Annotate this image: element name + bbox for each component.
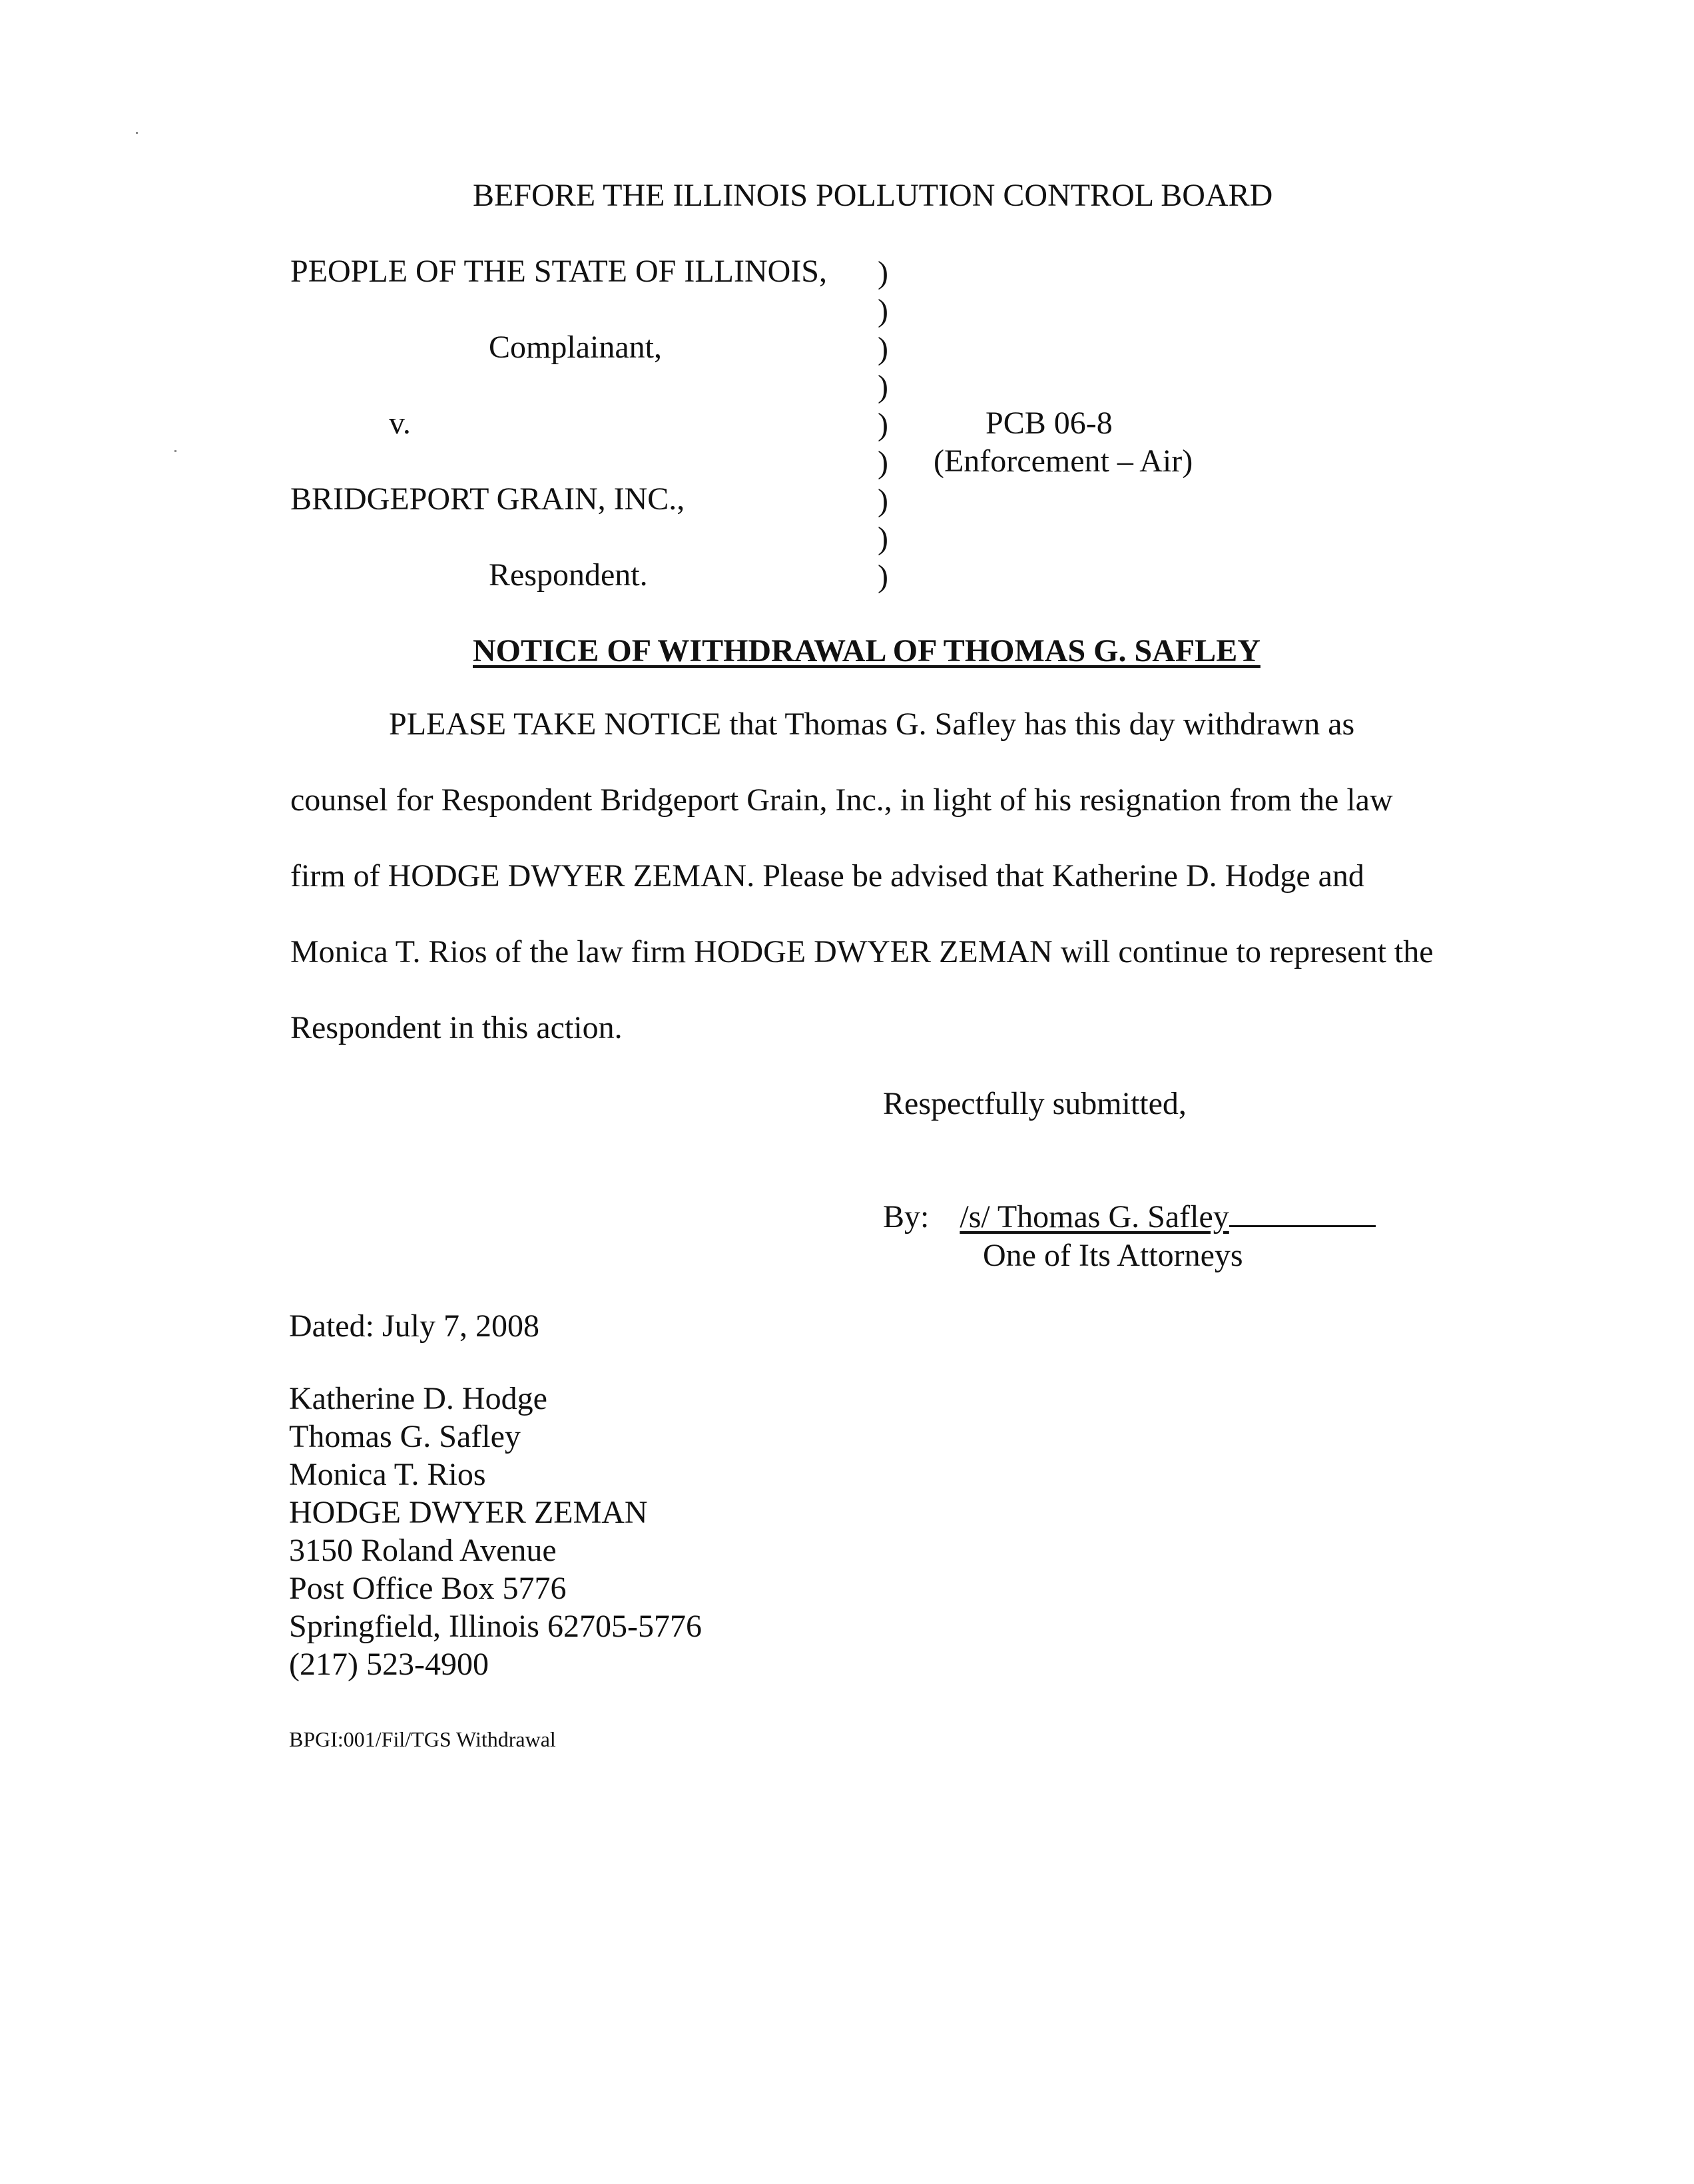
signer-title: One of Its Attorneys: [983, 1238, 1243, 1273]
complainant-name: PEOPLE OF THE STATE OF ILLINOIS,: [290, 254, 827, 289]
case-type: (Enforcement – Air): [934, 443, 1193, 479]
address-line: HODGE DWYER ZEMAN: [289, 1495, 648, 1530]
complainant-role: Complainant,: [489, 330, 662, 365]
caption-parenthesis: ): [878, 255, 888, 290]
notice-line-5: Respondent in this action.: [290, 1010, 623, 1045]
address-line: 3150 Roland Avenue: [289, 1533, 557, 1568]
scan-speck: [174, 450, 176, 452]
notice-line-3: firm of HODGE DWYER ZEMAN. Please be advised that Katherine D. Hodge and: [290, 858, 1364, 894]
versus: v.: [389, 406, 411, 441]
respondent-name: BRIDGEPORT GRAIN, INC.,: [290, 481, 685, 517]
signature-line: [883, 1199, 1376, 1235]
caption-parenthesis: ): [878, 407, 888, 442]
address-line: (217) 523-4900: [289, 1647, 489, 1682]
address-line: Post Office Box 5776: [289, 1571, 567, 1606]
address-block: [289, 1380, 702, 1683]
respondent-role: Respondent.: [489, 557, 648, 593]
caption-parenthesis: ): [878, 331, 888, 366]
notice-line-2: counsel for Respondent Bridgeport Grain, Inc., in light of his resignation from the law: [290, 782, 1393, 818]
dated: Dated: July 7, 2008: [289, 1308, 539, 1344]
caption-parenthesis: ): [878, 293, 888, 328]
file-code: BPGI:001/Fil/TGS Withdrawal: [289, 1727, 556, 1751]
notice-line-4: Monica T. Rios of the law firm HODGE DWYER ZEMAN will continue to represent the: [290, 934, 1434, 969]
electronic-signature: /s/ Thomas G. Safley: [960, 1199, 1229, 1234]
board-heading: BEFORE THE ILLINOIS POLLUTION CONTROL BOARD: [473, 178, 1273, 213]
caption-parenthesis: ): [878, 559, 888, 594]
by-label: By:: [883, 1199, 930, 1234]
address-line: Springfield, Illinois 62705-5776: [289, 1609, 702, 1644]
address-line: Monica T. Rios: [289, 1457, 486, 1492]
address-line: Thomas G. Safley: [289, 1419, 521, 1454]
caption-parenthesis: ): [878, 445, 888, 480]
caption-parenthesis: ): [878, 521, 888, 556]
address-line: Katherine D. Hodge: [289, 1381, 547, 1416]
case-number: PCB 06-8: [986, 406, 1113, 441]
caption-parenthesis: ): [878, 369, 888, 404]
caption-parenthesis: ): [878, 483, 888, 518]
notice-title: NOTICE OF WITHDRAWAL OF THOMAS G. SAFLEY: [473, 633, 1261, 669]
scan-speck: [136, 132, 138, 134]
closing: Respectfully submitted,: [883, 1086, 1187, 1121]
signature-rule: [1229, 1219, 1376, 1227]
notice-line-1: PLEASE TAKE NOTICE that Thomas G. Safley has this day withdrawn as: [389, 706, 1355, 742]
